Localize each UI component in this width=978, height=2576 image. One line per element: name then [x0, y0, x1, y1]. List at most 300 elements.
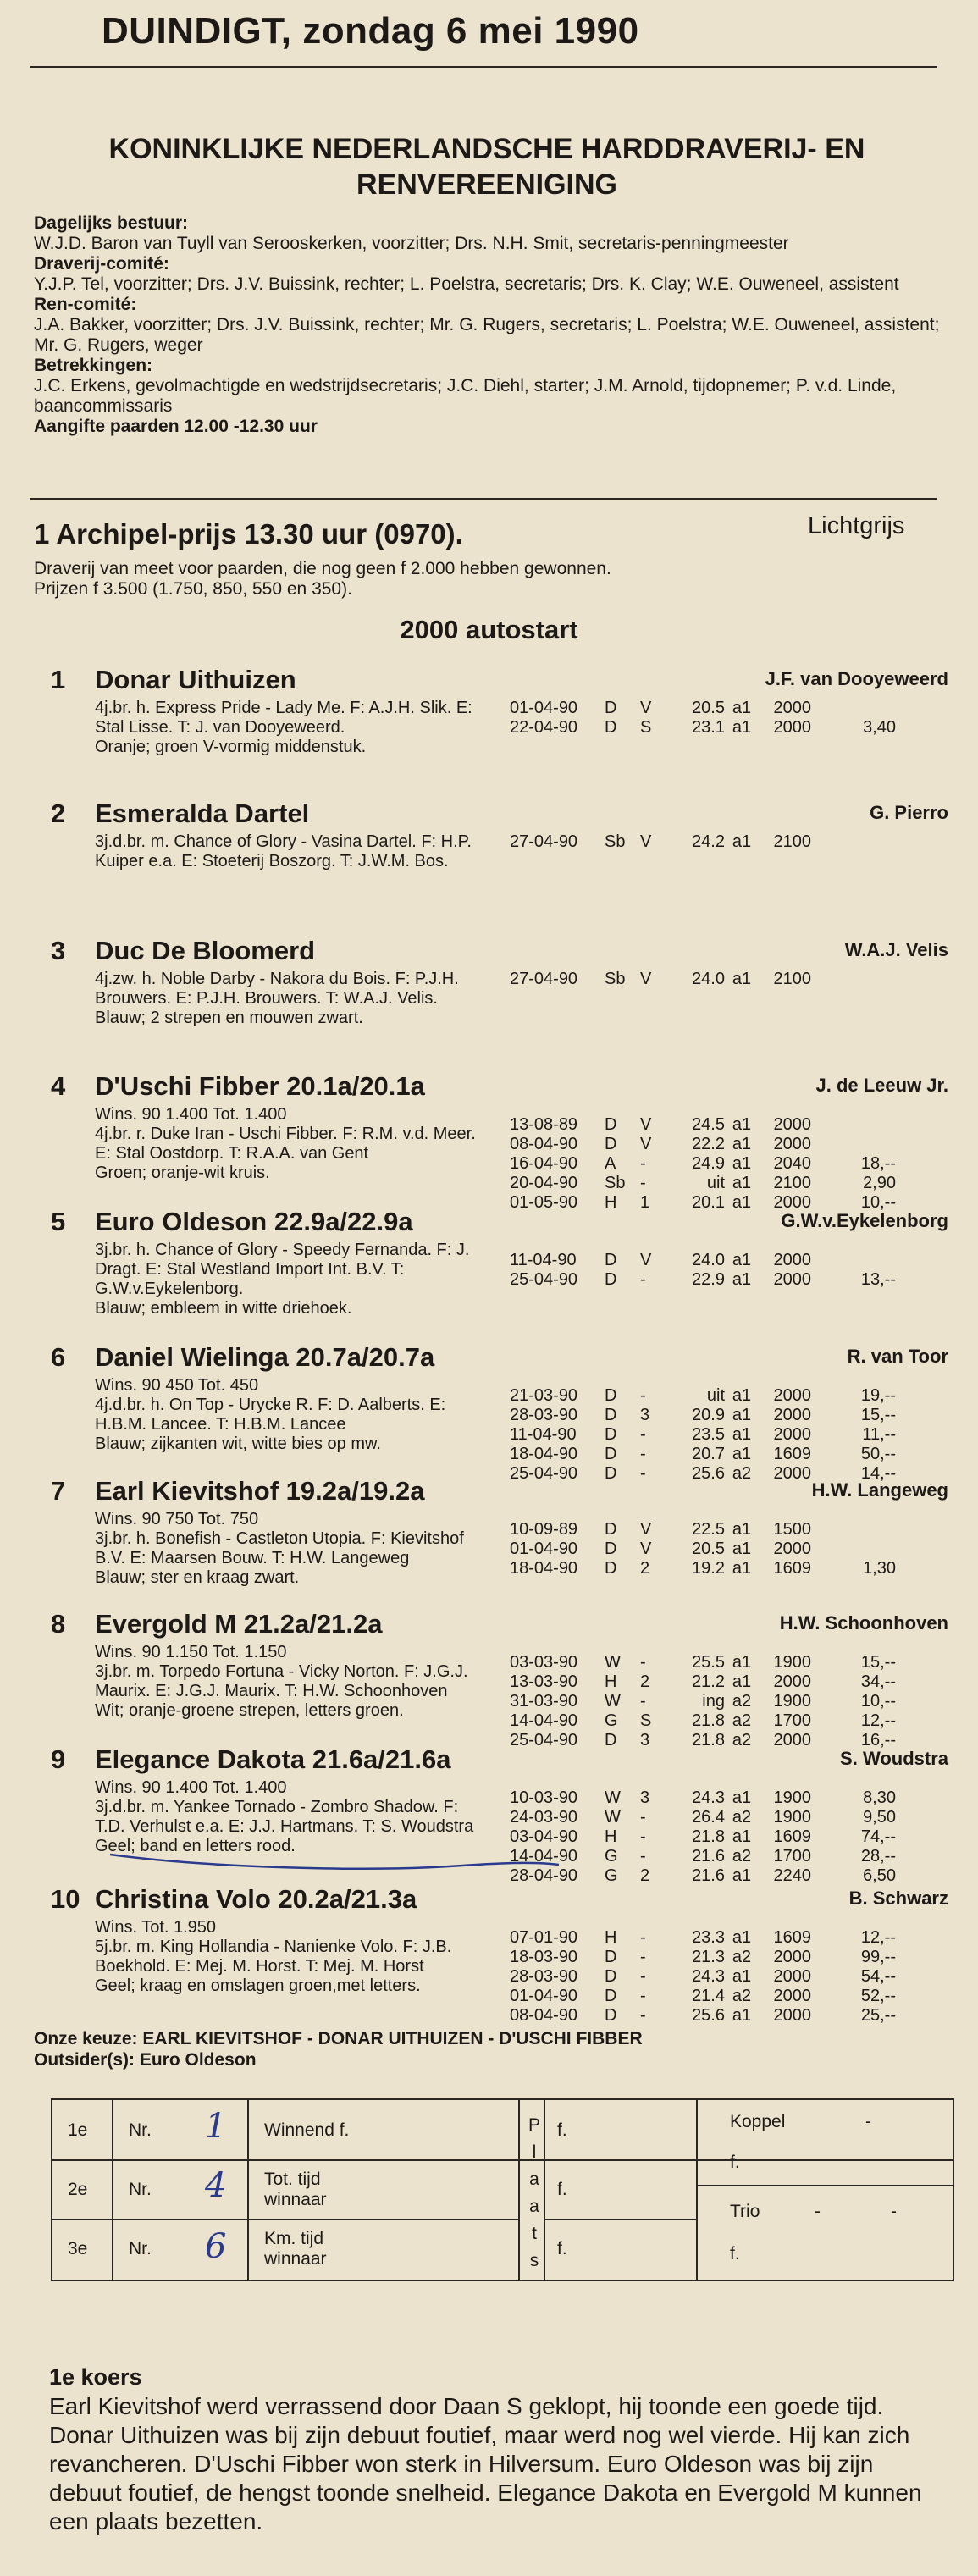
form-label-line: Km. tijd — [264, 2229, 324, 2248]
run-cell: H — [605, 1827, 617, 1846]
run-cell: 2000 — [773, 1193, 811, 1212]
run-cell: 27-04-90 — [510, 970, 578, 988]
run-cell: D — [605, 1731, 617, 1750]
trio-label: Trio — [730, 2202, 760, 2221]
run-cell: 22.9 — [692, 1270, 725, 1289]
run-cell: D — [605, 1559, 617, 1578]
run-cell: a2 — [732, 1987, 752, 2005]
run-row — [510, 1847, 896, 1866]
horse-description — [95, 1643, 535, 1721]
run-cell: D — [605, 1967, 617, 1986]
description-line: 4j.d.br. h. On Top - Urycke R. F: D. Aalberts. E: — [95, 1396, 446, 1414]
run-cell: D — [605, 718, 617, 737]
run-row — [510, 718, 896, 738]
f-label: f. — [730, 2244, 740, 2264]
run-cell: 1 — [640, 1193, 650, 1212]
run-row — [510, 1653, 896, 1672]
run-cell: 2000 — [773, 699, 811, 717]
run-cell: 08-04-90 — [510, 1135, 578, 1153]
run-cell: 2,90 — [863, 1174, 896, 1192]
run-cell: a1 — [732, 1520, 752, 1539]
organisation-name-line2: RENVEREENIGING — [356, 169, 617, 201]
run-cell: - — [640, 1445, 646, 1463]
selection-block — [34, 2028, 643, 2070]
run-row — [510, 1445, 896, 1464]
handwritten-number: 4 — [205, 2166, 227, 2205]
description-line: 4j.br. h. Express Pride - Lady Me. F: A.J.H. Slik. E: — [95, 699, 472, 717]
run-cell: 2000 — [773, 1948, 811, 1966]
horse-runs — [510, 832, 896, 852]
run-cell: 21.6 — [692, 1847, 725, 1866]
horse-number: 5 — [51, 1207, 66, 1236]
horse-number: 10 — [51, 1884, 80, 1914]
place-3: 3e — [68, 2239, 88, 2258]
run-row — [510, 1135, 896, 1154]
run-cell: a1 — [732, 1193, 752, 1212]
run-cell: 2000 — [773, 1115, 811, 1134]
run-cell: - — [640, 1270, 646, 1289]
run-cell: 1700 — [773, 1847, 811, 1866]
run-cell: a2 — [732, 1948, 752, 1966]
run-row — [510, 1386, 896, 1406]
horse-driver: B. Schwarz — [848, 1888, 948, 1909]
run-cell: 03-03-90 — [510, 1653, 578, 1672]
run-cell: 28-04-90 — [510, 1866, 578, 1885]
horse-runs — [510, 1788, 896, 1886]
run-cell: a2 — [732, 1692, 752, 1711]
description-line: Geel; kraag en omslagen groen,met letters. — [95, 1976, 421, 1995]
description-line: 3j.br. h. Bonefish - Castleton Utopia. F: Kievitshof — [95, 1529, 464, 1548]
horse-entry — [34, 1342, 948, 1483]
description-line: Oranje; groen V-vormig middenstuk. — [95, 738, 367, 756]
run-cell: a1 — [732, 1115, 752, 1134]
run-row — [510, 970, 896, 989]
run-cell — [811, 1251, 896, 1270]
form-label-line: winnaar — [264, 2249, 327, 2269]
run-cell: 1609 — [773, 1928, 811, 1947]
run-cell: - — [640, 1808, 646, 1827]
run-row — [510, 1559, 896, 1578]
run-cell: uit — [706, 1174, 725, 1192]
run-cell: a1 — [732, 1928, 752, 1947]
horse-description — [95, 1376, 535, 1454]
run-cell: 2000 — [773, 1251, 811, 1269]
run-cell: a1 — [732, 1251, 752, 1269]
run-cell: - — [640, 1464, 646, 1483]
run-cell: D — [605, 699, 617, 717]
run-cell: 27-04-90 — [510, 832, 578, 851]
run-cell: 2100 — [773, 832, 811, 851]
outsiders: Outsider(s): Euro Oldeson — [34, 2050, 257, 2070]
run-cell: a1 — [732, 1386, 752, 1405]
run-row — [510, 1827, 896, 1847]
run-row — [510, 1672, 896, 1692]
run-cell: Sb — [605, 970, 626, 988]
run-cell: 16,-- — [860, 1731, 896, 1750]
aangifte-line: Aangifte paarden 12.00 -12.30 uur — [34, 417, 318, 436]
organisation-name — [34, 131, 940, 202]
f-label: f. — [557, 2239, 567, 2258]
plaats-letter: t — [532, 2224, 537, 2243]
run-cell: 14,-- — [860, 1464, 896, 1483]
handwritten-number: 6 — [205, 2227, 227, 2266]
management-heading: Draverij-comité: — [34, 254, 169, 274]
run-cell: - — [640, 1386, 646, 1405]
horse-runs — [510, 1386, 896, 1484]
run-cell: 1700 — [773, 1711, 811, 1730]
description-line: 5j.br. m. King Hollandia - Nanienke Volo. F: J.B. — [95, 1938, 452, 1956]
race-start-type: 2000 autostart — [400, 615, 578, 644]
description-line: Wins. 90 750 Tot. 750 — [95, 1510, 259, 1528]
description-line: Wit; oranje-groene strepen, letters groen. — [95, 1701, 404, 1720]
run-row — [510, 1711, 896, 1731]
run-cell: 11-04-90 — [510, 1251, 577, 1269]
run-cell: a1 — [732, 1672, 752, 1691]
run-cell: a1 — [732, 699, 752, 717]
description-line: 4j.br. r. Duke Iran - Uschi Fibber. F: R.M. v.d. Meer. — [95, 1125, 476, 1143]
run-cell: 16-04-90 — [510, 1154, 578, 1173]
commentary-text: Earl Kievitshof werd verrassend door Daan S geklopt, hij toonde een goede tijd. Donar Uithuizen was bij zijn debuut foutief, maar werd nog wel vierde. Hij kan zich revancheren. D'Uschi Fibber won sterk in Hilversum. Euro Oldeson was bij zijn debuut foutief, de hengst toonde snelheid. Elegance Dakota en Evergold M kunnen een plaats bezetten. — [49, 2393, 922, 2535]
run-cell: 23.5 — [692, 1425, 725, 1444]
description-line: Wins. 90 1.400 Tot. 1.400 — [95, 1778, 287, 1797]
run-cell: 21.8 — [692, 1827, 725, 1846]
run-cell: 1900 — [773, 1653, 811, 1672]
run-cell: 19,-- — [860, 1386, 896, 1405]
horse-driver: W.A.J. Velis — [844, 939, 948, 960]
run-cell: 2040 — [773, 1154, 811, 1173]
run-cell: 14-04-90 — [510, 1711, 578, 1730]
horse-driver: G. Pierro — [870, 802, 948, 823]
run-cell: 3,40 — [863, 718, 896, 737]
run-cell: S — [640, 1711, 652, 1730]
run-cell: 1,30 — [863, 1559, 896, 1578]
run-cell: 18-03-90 — [510, 1948, 578, 1966]
run-cell: 3 — [640, 1788, 650, 1807]
f-label: f. — [557, 2120, 567, 2140]
run-cell: a1 — [732, 1827, 752, 1846]
horse-number: 4 — [51, 1071, 66, 1101]
run-cell: 26.4 — [692, 1808, 725, 1827]
horse-name: Earl Kievitshof 19.2a/19.2a — [95, 1476, 425, 1506]
horse-entry — [34, 799, 948, 917]
horse-runs — [510, 699, 896, 738]
run-cell: 2 — [640, 1866, 650, 1885]
horse-name: Daniel Wielinga 20.7a/20.7a — [95, 1342, 435, 1372]
run-cell: D — [605, 1425, 617, 1444]
description-line: Maurix. E: J.G.J. Maurix. T: H.W. Schoonhoven — [95, 1682, 448, 1700]
commentary-heading: 1e koers — [49, 2364, 142, 2390]
horse-entry — [34, 936, 948, 1054]
run-cell: a1 — [732, 1135, 752, 1153]
horse-name: Elegance Dakota 21.6a/21.6a — [95, 1744, 451, 1774]
run-cell — [811, 1135, 896, 1154]
run-cell: D — [605, 1445, 617, 1463]
run-cell — [811, 1540, 896, 1559]
description-line: 3j.d.br. m. Yankee Tornado - Zombro Shadow. F: — [95, 1798, 459, 1816]
horse-runs — [510, 1251, 896, 1290]
horse-entry — [34, 1476, 948, 1595]
run-cell: W — [605, 1788, 621, 1807]
description-line: Stal Lisse. T: J. van Dooyeweerd. — [95, 718, 345, 737]
run-cell: V — [640, 1251, 652, 1269]
run-cell: 1609 — [773, 1559, 811, 1578]
run-row — [510, 1406, 896, 1425]
run-cell: 2000 — [773, 718, 811, 737]
run-cell: V — [640, 970, 652, 988]
horse-number: 3 — [51, 936, 66, 965]
horse-name: Euro Oldeson 22.9a/22.9a — [95, 1207, 413, 1236]
horse-driver: H.W. Schoonhoven — [779, 1612, 948, 1633]
run-row — [510, 1692, 896, 1711]
management-text: W.J.D. Baron van Tuyll van Serooskerken, voorzitter; Drs. N.H. Smit, secretaris-penningmeester — [34, 234, 789, 253]
run-cell: a1 — [732, 1270, 752, 1289]
horse-name: Evergold M 21.2a/21.2a — [95, 1609, 383, 1639]
horse-runs — [510, 1928, 896, 2026]
horse-driver: R. van Toor — [847, 1346, 948, 1367]
run-cell: 12,-- — [860, 1928, 896, 1947]
plaats-letter: l — [532, 2142, 537, 2162]
run-cell: - — [640, 1847, 646, 1866]
run-cell: 74,-- — [860, 1827, 896, 1846]
horse-driver: J. de Leeuw Jr. — [815, 1075, 948, 1096]
run-cell: 28,-- — [860, 1847, 896, 1866]
run-cell: 20.7 — [692, 1445, 725, 1463]
form-label — [264, 2170, 327, 2210]
run-row — [510, 1174, 896, 1193]
run-cell: 20-04-90 — [510, 1174, 578, 1192]
run-cell — [811, 1115, 896, 1135]
f-label: f. — [730, 2153, 740, 2172]
trio-dash: - — [815, 2202, 821, 2221]
horse-entry — [34, 1884, 948, 2025]
run-cell: 24.0 — [692, 970, 725, 988]
run-cell: 99,-- — [860, 1948, 896, 1966]
koppel-dash: - — [865, 2112, 871, 2131]
horse-name: Esmeralda Dartel — [95, 799, 310, 828]
run-cell: 20.5 — [692, 699, 725, 717]
run-cell: 01-04-90 — [510, 1987, 578, 2005]
description-line: Wins. 90 1.400 Tot. 1.400 — [95, 1105, 287, 1124]
run-cell: A — [605, 1154, 616, 1173]
run-cell: 24.0 — [692, 1251, 725, 1269]
race-title: 1 Archipel-prijs 13.30 uur (0970). — [34, 518, 463, 550]
horse-description — [95, 1510, 535, 1588]
run-cell: 11,-- — [862, 1425, 896, 1444]
horse-driver: J.F. van Dooyeweerd — [765, 668, 948, 689]
horse-description — [95, 832, 535, 871]
run-cell: a1 — [732, 1788, 752, 1807]
betting-form — [51, 2098, 954, 2281]
run-cell: 21.3 — [692, 1948, 725, 1966]
plaats-letter: s — [529, 2251, 539, 2270]
plaats-letter: P — [528, 2115, 540, 2135]
run-cell: Sb — [605, 1174, 626, 1192]
f-label: f. — [557, 2180, 567, 2199]
run-cell: 01-04-90 — [510, 699, 578, 717]
description-line: Blauw; embleem in witte driehoek. — [95, 1299, 352, 1318]
horse-description — [95, 1918, 535, 1996]
run-cell: a1 — [732, 2006, 752, 2025]
run-cell: a2 — [732, 1847, 752, 1866]
run-cell: 01-04-90 — [510, 1540, 578, 1558]
run-cell: V — [640, 1540, 652, 1558]
run-cell: ing — [702, 1692, 725, 1711]
run-cell: D — [605, 1464, 617, 1483]
description-line: Geel; band en letters rood. — [95, 1837, 296, 1855]
horse-name: Duc De Bloomerd — [95, 936, 316, 965]
koppel-label: Koppel — [730, 2112, 786, 2131]
horse-entry — [34, 1071, 948, 1212]
run-cell: W — [605, 1653, 621, 1672]
run-cell: 20.9 — [692, 1406, 725, 1424]
run-cell: D — [605, 1520, 617, 1539]
run-cell: 24.3 — [692, 1967, 725, 1986]
horse-runs — [510, 1653, 896, 1750]
run-cell: 2000 — [773, 1464, 811, 1483]
run-cell: 24.3 — [692, 1788, 725, 1807]
divider — [30, 66, 937, 68]
run-cell: 34,-- — [860, 1672, 896, 1691]
run-row — [510, 1270, 896, 1290]
run-cell: 2000 — [773, 1386, 811, 1405]
run-cell: 2 — [640, 1559, 650, 1578]
run-cell: W — [605, 1808, 621, 1827]
run-cell: H — [605, 1928, 617, 1947]
run-cell: 2000 — [773, 1731, 811, 1750]
horse-name: D'Uschi Fibber 20.1a/20.1a — [95, 1071, 425, 1101]
run-cell: V — [640, 1520, 652, 1539]
run-cell: 31-03-90 — [510, 1692, 578, 1711]
run-cell: 25-04-90 — [510, 1270, 578, 1289]
run-cell: 08-04-90 — [510, 2006, 578, 2025]
description-line: Wins. 90 1.150 Tot. 1.150 — [95, 1643, 287, 1661]
run-cell: a1 — [732, 970, 752, 988]
organisation-name-line1: KONINKLIJKE NEDERLANDSCHE HARDDRAVERIJ- EN — [108, 133, 865, 165]
run-cell: 8,30 — [863, 1788, 896, 1807]
run-cell: a1 — [732, 1540, 752, 1558]
description-line: Boekhold. E: Mej. M. Horst. T: Mej. M. Horst — [95, 1957, 424, 1976]
run-cell: 10,-- — [860, 1692, 896, 1711]
run-cell: 22-04-90 — [510, 718, 578, 737]
run-row — [510, 2006, 896, 2026]
horse-runs — [510, 970, 896, 989]
horse-entry — [34, 1207, 948, 1325]
horse-number: 2 — [51, 799, 66, 828]
run-cell — [811, 1520, 896, 1540]
management-text: J.C. Erkens, gevolmachtigde en wedstrijdsecretaris; J.C. Diehl, starter; J.M. Arnold, tijdopnemer; P. v.d. Linde, baancommissaris — [34, 376, 897, 416]
run-cell: - — [640, 1987, 646, 2005]
horse-name: Donar Uithuizen — [95, 665, 296, 694]
run-cell: S — [640, 718, 652, 737]
run-cell: 1900 — [773, 1692, 811, 1711]
run-cell: 25.5 — [692, 1653, 725, 1672]
trio-dash: - — [891, 2202, 897, 2221]
run-cell: 21.2 — [692, 1672, 725, 1691]
pen-underline-mark — [110, 1843, 559, 1873]
run-cell: 3 — [640, 1731, 650, 1750]
description-line: Blauw; 2 strepen en mouwen zwart. — [95, 1009, 363, 1027]
form-label-line: Tot. tijd — [264, 2170, 321, 2189]
run-cell: 28-03-90 — [510, 1406, 578, 1424]
run-cell: H — [605, 1193, 617, 1212]
place-2: 2e — [68, 2180, 88, 2199]
horse-runs — [510, 1520, 896, 1578]
horse-driver: S. Woudstra — [840, 1748, 948, 1769]
management-heading: Betrekkingen: — [34, 356, 153, 375]
place-1: 1e — [68, 2120, 88, 2140]
run-cell: 12,-- — [860, 1711, 896, 1730]
run-cell: a2 — [732, 1731, 752, 1750]
horse-description — [95, 1241, 535, 1318]
nr-label: Nr. — [129, 2180, 152, 2199]
management-heading: Dagelijks bestuur: — [34, 213, 189, 233]
management-text: Y.J.P. Tel, voorzitter; Drs. J.V. Buissink, rechter; L. Poelstra, secretaris; Drs. K. Clay; W.E. Ouweneel, assistent — [34, 274, 899, 294]
description-line: E: Stal Oostdorp. T: R.A.A. van Gent — [95, 1144, 369, 1163]
run-cell: 23.3 — [692, 1928, 725, 1947]
run-cell: D — [605, 1251, 617, 1269]
race-prizes: Prijzen f 3.500 (1.750, 850, 550 en 350). — [34, 579, 352, 599]
description-line: Blauw; ster en kraag zwart. — [95, 1568, 300, 1587]
management-block — [34, 213, 940, 437]
run-cell: 2 — [640, 1672, 650, 1691]
run-cell: 18,-- — [860, 1154, 896, 1173]
run-cell: 2000 — [773, 1967, 811, 1986]
run-cell: a1 — [732, 1406, 752, 1424]
run-cell — [811, 699, 896, 718]
run-cell: 22.2 — [692, 1135, 725, 1153]
run-cell: 9,50 — [863, 1808, 896, 1827]
horse-entry — [34, 1609, 948, 1750]
run-cell: 24.2 — [692, 832, 725, 851]
run-cell — [811, 970, 896, 989]
run-cell: D — [605, 1948, 617, 1966]
race-condition: Draverij van meet voor paarden, die nog geen f 2.000 hebben gewonnen. — [34, 559, 611, 578]
run-cell: 1500 — [773, 1520, 811, 1539]
run-cell: - — [640, 1653, 646, 1672]
plaats-vertical — [525, 2112, 544, 2275]
run-cell: a1 — [732, 1866, 752, 1885]
description-line: Wins. 90 450 Tot. 450 — [95, 1376, 259, 1395]
run-cell: 2100 — [773, 970, 811, 988]
run-row — [510, 1987, 896, 2006]
run-cell: 10,-- — [860, 1193, 896, 1212]
run-cell: V — [640, 1115, 652, 1134]
run-cell: 3 — [640, 1406, 650, 1424]
run-cell: W — [605, 1692, 621, 1711]
run-cell: - — [640, 1692, 646, 1711]
run-cell: a1 — [732, 1174, 752, 1192]
run-cell: 21.8 — [692, 1731, 725, 1750]
run-cell: 21-03-90 — [510, 1386, 578, 1405]
run-cell: 13,-- — [860, 1270, 896, 1289]
run-cell: 24.9 — [692, 1154, 725, 1173]
run-cell: a1 — [732, 1653, 752, 1672]
run-cell: 6,50 — [863, 1866, 896, 1885]
run-cell: 22.5 — [692, 1520, 725, 1539]
run-cell: 24.5 — [692, 1115, 725, 1134]
run-cell: 25.6 — [692, 2006, 725, 2025]
run-cell: 20.1 — [692, 1193, 725, 1212]
run-cell: uit — [706, 1386, 725, 1405]
run-cell: 07-01-90 — [510, 1928, 578, 1947]
run-cell: H — [605, 1672, 617, 1691]
horse-description — [95, 970, 535, 1028]
nr-label: Nr. — [129, 2120, 152, 2140]
run-cell: 20.5 — [692, 1540, 725, 1558]
run-cell: 10-03-90 — [510, 1788, 578, 1807]
form-label-line: winnaar — [264, 2190, 327, 2209]
run-cell: 21.6 — [692, 1866, 725, 1885]
